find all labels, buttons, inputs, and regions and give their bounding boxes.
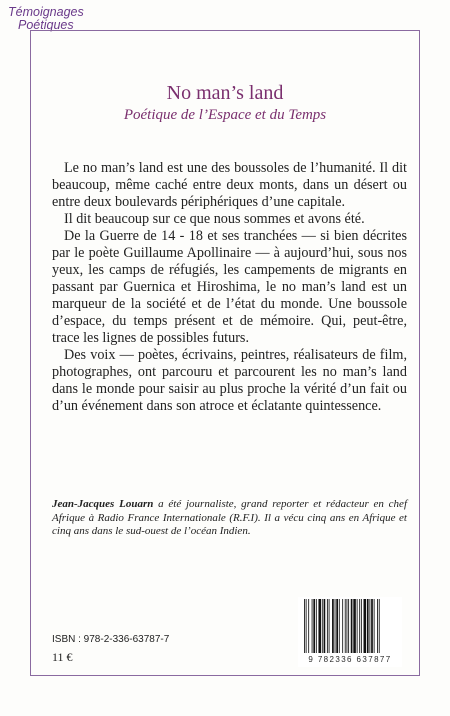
isbn: ISBN : 978-2-336-63787-7 [52, 634, 170, 645]
book-subtitle: Poétique de l’Espace et du Temps [123, 107, 327, 123]
barcode-bars [298, 597, 402, 655]
blurb [52, 160, 407, 415]
author-bio: a été journaliste, grand reporter et rédacteur en chef Afrique à Radio France Internationale (R.F.I). Il a vécu cinq ans en Afrique et cinq ans dans le sud-ouest de l’océan Indien. [52, 498, 407, 537]
collection-line2: Poétiques [18, 18, 74, 32]
author-note [52, 498, 407, 539]
collection-line1: Témoignages [8, 5, 84, 19]
author-name: Jean-Jacques Louarn [52, 498, 154, 510]
blurb-paragraph: Le no man’s land est une des boussoles de l’humanité. Il dit beaucoup, même caché entre deux monts, dans un désert ou entre deux boulevards périphériques d’une capitale. [52, 160, 407, 210]
book-title: No man’s land [166, 82, 284, 104]
price: 11 € [52, 650, 73, 664]
collection-label [8, 6, 84, 32]
barcode-number: 9 782336 637877 [308, 655, 392, 664]
blurb-paragraph: Il dit beaucoup sur ce que nous sommes et avons été. [64, 211, 365, 227]
blurb-paragraph: Des voix — poètes, écrivains, peintres, réalisateurs de film, photographes, ont parcouru et parcourent les no man’s land dans le monde pour saisir au plus proche la vérité d’un fait ou d’un événement dans son atroce et éclatante quintessence. [52, 347, 407, 414]
barcode [298, 597, 402, 667]
blurb-paragraph: De la Guerre de 14 - 18 et ses tranchées — si bien décrites par le poète Guillaume Apollinaire — à aujourd’hui, sous nos yeux, les camps de réfugiés, les campements de migrants en passant par Guernica et Hiroshima, le no man’s land est un marqueur de la société et de l’état du monde. Une boussole d’espace, du temps présent et de mémoire. Qui, peut-être, trace les lignes de possibles futurs. [52, 228, 407, 346]
